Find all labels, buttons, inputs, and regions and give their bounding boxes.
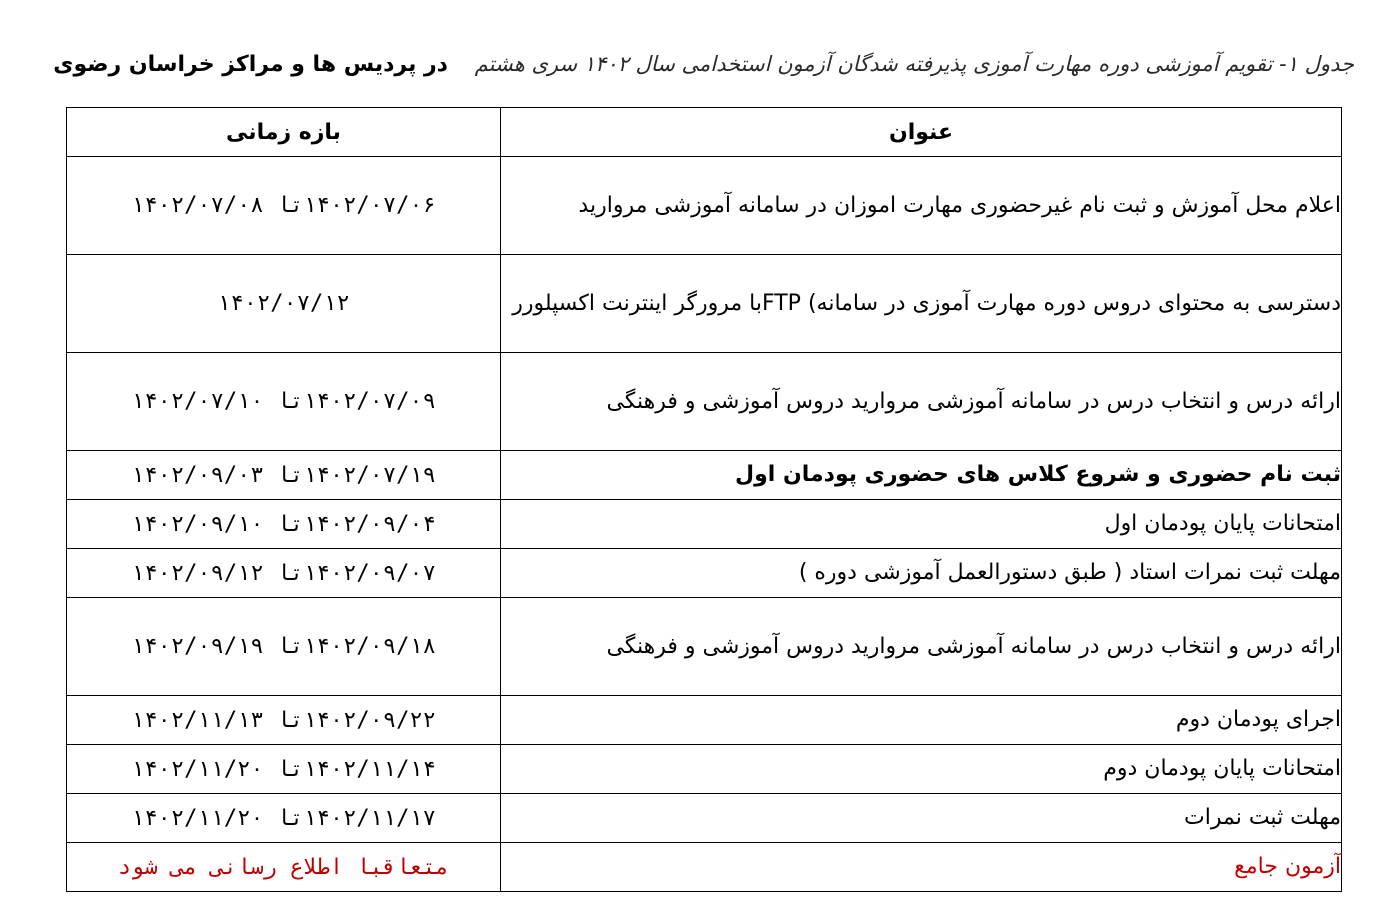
row-period: ۱۴۰۲/۰۹/۰۷تا ۱۴۰۲/۰۹/۱۲ xyxy=(67,549,501,598)
row-title: ثبت نام حضوری و شروع کلاس های حضوری پودمان اول xyxy=(501,451,1342,500)
table-row xyxy=(67,353,1342,451)
table-row xyxy=(67,745,1342,794)
row-period: ۱۴۰۲/۰۹/۰۴تا ۱۴۰۲/۰۹/۱۰ xyxy=(67,500,501,549)
row-period: ۱۴۰۲/۰۷/۱۹تا ۱۴۰۲/۰۹/۰۳ xyxy=(67,451,501,500)
table-row xyxy=(67,549,1342,598)
caption-location-text: در پردیس ها و مراکز خراسان رضوی xyxy=(53,52,448,77)
table-row xyxy=(67,255,1342,353)
table-row xyxy=(67,696,1342,745)
row-period: ۱۴۰۲/۰۹/۲۲تا ۱۴۰۲/۱۱/۱۳ xyxy=(67,696,501,745)
row-title: دسترسی به محتوای دروس دوره مهارت آموزی در سامانه) FTPبا مرورگر اینترنت اکسپلورر xyxy=(501,255,1342,353)
row-title: ارائه درس و انتخاب درس در سامانه آموزشی مروارید دروس آموزشی و فرهنگی xyxy=(501,353,1342,451)
row-period: ۱۴۰۲/۰۷/۱۲ xyxy=(67,255,501,353)
schedule-table xyxy=(66,107,1342,892)
table-row xyxy=(67,598,1342,696)
row-title: اعلام محل آموزش و ثبت نام غیرحضوری مهارت اموزان در سامانه آموزشی مروارید xyxy=(501,157,1342,255)
row-period: ۱۴۰۲/۰۹/۱۸تا ۱۴۰۲/۰۹/۱۹ xyxy=(67,598,501,696)
table-row xyxy=(67,500,1342,549)
table-caption xyxy=(30,44,1354,84)
table-row xyxy=(67,794,1342,843)
header-title: عنوان xyxy=(501,108,1342,157)
row-period: ۱۴۰۲/۱۱/۱۷تا ۱۴۰۲/۱۱/۲۰ xyxy=(67,794,501,843)
row-period: ۱۴۰۲/۰۷/۰۹تا ۱۴۰۲/۰۷/۱۰ xyxy=(67,353,501,451)
row-title: امتحانات پایان پودمان دوم xyxy=(501,745,1342,794)
row-title: مهلت ثبت نمرات استاد ( طبق دستورالعمل آموزشی دوره ) xyxy=(501,549,1342,598)
table-row xyxy=(67,451,1342,500)
row-period: متعاقبا اطلاع رسانی می شود xyxy=(67,843,501,892)
row-title: اجرای پودمان دوم xyxy=(501,696,1342,745)
header-period: بازه زمانی xyxy=(67,108,501,157)
table-header-row xyxy=(67,108,1342,157)
row-title: امتحانات پایان پودمان اول xyxy=(501,500,1342,549)
caption-main-text: جدول ۱- تقویم آموزشی دوره مهارت آموزی پذیرفته شدگان آزمون استخدامی سال ۱۴۰۲ سری هشتم xyxy=(474,52,1354,76)
row-period: ۱۴۰۲/۱۱/۱۴تا ۱۴۰۲/۱۱/۲۰ xyxy=(67,745,501,794)
row-title: آزمون جامع xyxy=(501,843,1342,892)
row-period: ۱۴۰۲/۰۷/۰۶تا ۱۴۰۲/۰۷/۰۸ xyxy=(67,157,501,255)
table-row xyxy=(67,843,1342,892)
row-title: ارائه درس و انتخاب درس در سامانه آموزشی مروارید دروس آموزشی و فرهنگی xyxy=(501,598,1342,696)
row-title: مهلت ثبت نمرات xyxy=(501,794,1342,843)
table-row xyxy=(67,157,1342,255)
